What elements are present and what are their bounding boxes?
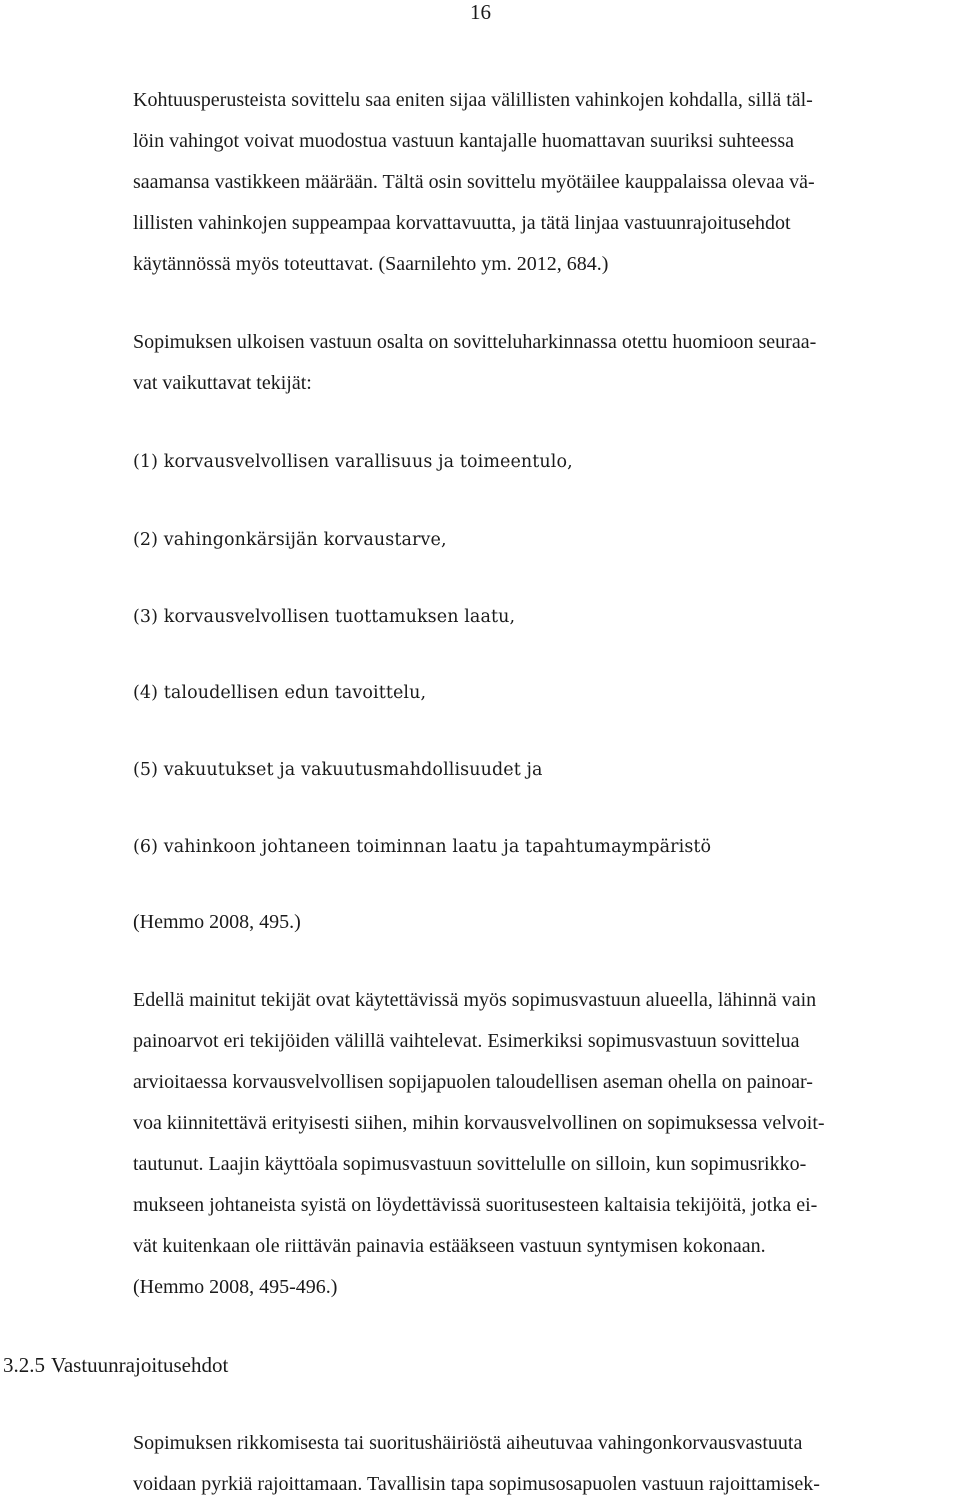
paragraph-line: saamansa vastikkeen määrään. Tältä osin sovittelu myötäilee kauppalaissa olevaa vä- [133, 171, 815, 193]
paragraph-line: painoarvot eri tekijöiden välillä vaihtelevat. Esimerkiksi sopimusvastuun sovittelua [133, 1030, 800, 1052]
citation-text: (Hemmo 2008, 495.) [133, 911, 301, 933]
paragraph-line: (Hemmo 2008, 495-496.) [133, 1276, 338, 1298]
paragraph-line: arvioitaessa korvausvelvollisen sopijapuolen taloudellisen aseman ohella on painoar- [133, 1071, 813, 1093]
paragraph-2 [133, 322, 933, 404]
list-item: (2) vahingonkärsijän korvaustarve, [133, 530, 447, 550]
paragraph-line: Edellä mainitut tekijät ovat käytettävissä myös sopimusvastuun alueella, lähinnä vain [133, 989, 817, 1011]
paragraph-line: voidaan pyrkiä rajoittamaan. Tavallisin tapa sopimusosapuolen vastuun rajoittamisek- [133, 1473, 820, 1495]
list-item: (4) taloudellisen edun tavoittelu, [133, 683, 427, 703]
paragraph-line: käytännössä myös toteuttavat. (Saarnilehto ym. 2012, 684.) [133, 253, 609, 275]
paragraph-3 [133, 980, 933, 1308]
page-number: 16 [470, 0, 491, 24]
paragraph-line: tautunut. Laajin käyttöala sopimusvastuun sovittelulle on silloin, kun sopimusrikko- [133, 1153, 807, 1175]
paragraph-4 [133, 1423, 933, 1505]
paragraph-line: vät kuitenkaan ole riittävän painavia estääkseen vastuun syntymisen kokonaan. [133, 1235, 766, 1257]
paragraph-line: Kohtuusperusteista sovittelu saa eniten sijaa välillisten vahinkojen kohdalla, sillä täl- [133, 89, 813, 111]
paragraph-line: voa kiinnitettävä erityisesti siihen, mihin korvausvelvollinen on sopimuksessa velvoit- [133, 1112, 825, 1134]
section-heading [3, 1353, 228, 1377]
citation [133, 902, 933, 943]
section-title: Vastuunrajoitusehdot [51, 1353, 229, 1377]
paragraph-line: Sopimuksen ulkoisen vastuun osalta on sovitteluharkinnassa otettu huomioon seuraa- [133, 331, 817, 353]
paragraph-line: Sopimuksen rikkomisesta tai suoritushäiriöstä aiheutuvaa vahingonkorvausvastuuta [133, 1432, 803, 1454]
paragraph-line: mukseen johtaneista syistä on löydettävissä suoritusesteen kaltaisia tekijöitä, jotka ei- [133, 1194, 818, 1216]
list-item: (5) vakuutukset ja vakuutusmahdollisuudet ja [133, 760, 543, 780]
section-number: 3.2.5 [3, 1353, 45, 1377]
paragraph-line: lillisten vahinkojen suppeampaa korvattavuutta, ja tätä linjaa vastuunrajoitusehdot [133, 212, 791, 234]
paragraph-line: vat vaikuttavat tekijät: [133, 372, 312, 394]
list-item: (3) korvausvelvollisen tuottamuksen laatu, [133, 607, 516, 627]
paragraph-line: löin vahingot voivat muodostua vastuun kantajalle huomattavan suuriksi suhteessa [133, 130, 794, 152]
paragraph-1 [133, 80, 933, 285]
list-item: (1) korvausvelvollisen varallisuus ja toimeentulo, [133, 452, 573, 472]
list-item: (6) vahinkoon johtaneen toiminnan laatu ja tapahtumaympäristö [133, 837, 712, 857]
